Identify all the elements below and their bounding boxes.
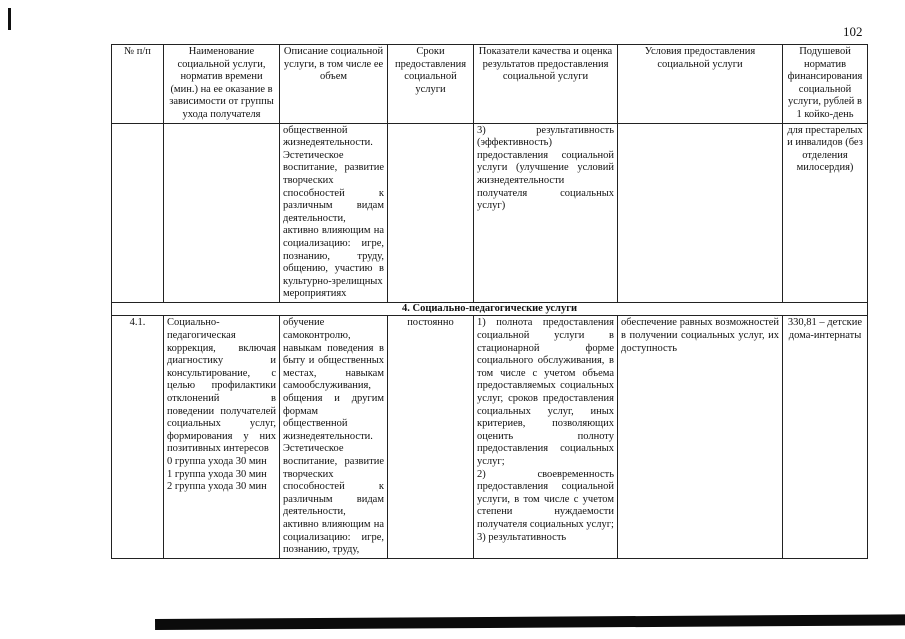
cell-empty: [388, 123, 474, 302]
header-terms: Сроки предоставления социальной услуги: [388, 45, 474, 124]
header-conditions: Условия предоставления социальной услуги: [618, 45, 783, 124]
care-group-2: 2 группа ухода 30 мин: [167, 481, 267, 493]
scan-edge-mark: [8, 8, 11, 30]
cell-service-name: [164, 316, 280, 558]
header-quality: Показатели качества и оценка результатов предоставления социальной услуги: [474, 45, 618, 124]
page-number: 102: [843, 24, 863, 39]
table-header-row: [112, 45, 868, 124]
header-financing: Подушевой норматив финансирования социальной услуги, рублей в 1 койко-день: [783, 45, 868, 124]
care-group-1: 1 группа ухода 30 мин: [167, 468, 267, 480]
header-number: № п/п: [112, 45, 164, 124]
table-row: [112, 316, 868, 558]
service-name: Социально-педагогическая коррекция, включая диагностику и консультирование, с целью профилактики отклонений в поведении получателей социальных услуг, формирования у них позитивных интересов: [167, 317, 276, 455]
cell-empty: [618, 123, 783, 302]
section-title: 4. Социально-педагогические услуги: [112, 302, 868, 316]
cell-quality: 3) результативность (эффективность) предоставления социальной услуги (улучшение условий жизнедеятельности получателя социальных услуг): [474, 123, 618, 302]
quality-item-3: 3) результативность: [477, 531, 567, 543]
cell-financing: 330,81 – детские дома-интернаты: [783, 316, 868, 558]
cell-description: общественной жизнедеятельности. Эстетическое воспитание, развитие творческих способностей к различным видам деятельности, активно влияющим на социализацию: игре, познанию, труду, общению, участию в культурно-зрелищных мероприятиях: [280, 123, 388, 302]
services-table: [111, 44, 868, 559]
cell-terms: постоянно: [388, 316, 474, 558]
quality-item-2: 2) своевременность предоставления социальной услуги, в том числе с учетом степени нуждаемости получателя социальных услуг;: [477, 468, 614, 530]
cell-empty: [112, 123, 164, 302]
cell-description: обучение самоконтролю, навыкам поведения в быту и общественных местах, навыкам самообслуживания, общения и другим формам общественной жизнедеятельности. Эстетическое воспитание, развитие творческих способностей к различным видам деятельности, активно влияющим на социализацию: игре, познанию, труду,: [280, 316, 388, 558]
care-group-0: 0 группа ухода 30 мин: [167, 456, 267, 467]
cell-empty: [164, 123, 280, 302]
cell-conditions: обеспечение равных возможностей в получении социальных услуг, их доступность: [618, 316, 783, 558]
cell-quality: [474, 316, 618, 558]
header-description: Описание социальной услуги, в том числе ее объем: [280, 45, 388, 124]
scan-bottom-edge: [155, 614, 905, 630]
header-service-name: Наименование социальной услуги, норматив времени (мин.) на ее оказание в зависимости от группы ухода получателя: [164, 45, 280, 124]
table-row-continued: [112, 123, 868, 302]
section-row: [112, 302, 868, 316]
cell-number: 4.1.: [112, 316, 164, 558]
quality-item-1: 1) полнота предоставления социальной услуги в стационарной форме социального обслуживания, в том числе с учетом объема предоставляемых социальных услуг, сроков предоставления социальных услуг, иных критериев, позволяющих оценить полноту предоставления социальных услуг;: [477, 317, 614, 467]
cell-financing: для престарелых и инвалидов (без отделения милосердия): [783, 123, 868, 302]
